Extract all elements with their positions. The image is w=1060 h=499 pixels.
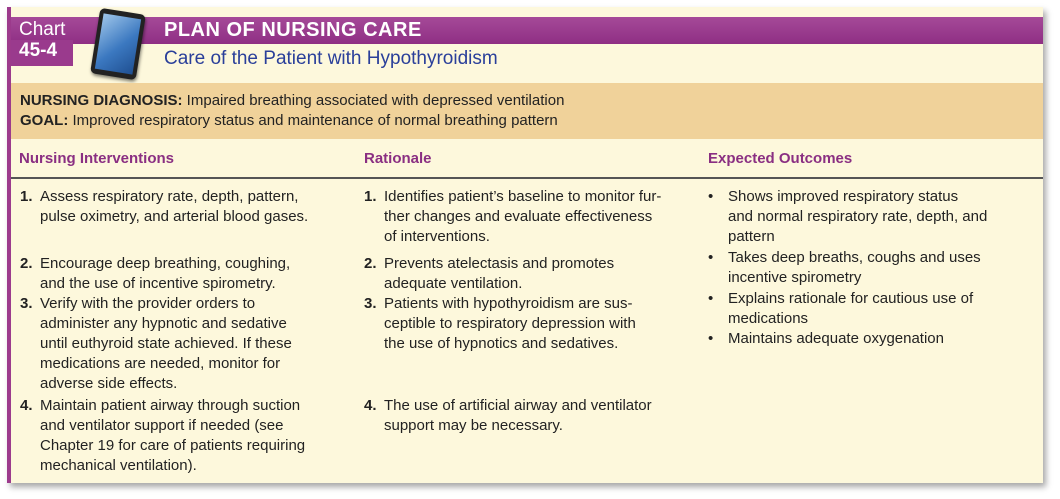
item-line: adequate ventilation. [384, 275, 523, 292]
intervention-item [20, 254, 350, 294]
item-line: Patients with hypothyroidism are sus- [384, 295, 633, 312]
item-line: medications are needed, monitor for [40, 355, 281, 372]
column-header-interventions: Nursing Interventions [19, 150, 175, 167]
intervention-item [20, 396, 355, 476]
item-line: Shows improved respiratory status [728, 188, 959, 205]
diagnosis-band [11, 83, 1043, 139]
item-number: 2. [20, 255, 33, 272]
rationale-item [364, 396, 699, 436]
item-line: Maintain patient airway through suction [40, 397, 301, 414]
item-line: and normal respiratory rate, depth, and [728, 208, 988, 225]
outcome-item [708, 187, 1038, 247]
item-line: and the use of incentive spirometry. [40, 275, 276, 292]
column-header-outcomes: Expected Outcomes [708, 150, 853, 167]
care-plan-card [7, 7, 1043, 483]
item-number: 1. [364, 188, 377, 205]
left-accent-bar [7, 7, 11, 483]
item-line: adverse side effects. [40, 375, 178, 392]
item-number: 2. [364, 255, 377, 272]
intervention-item [20, 294, 350, 394]
chart-label: Chart [19, 19, 66, 40]
bullet-icon: • [708, 188, 714, 205]
item-line: Takes deep breaths, coughs and uses [728, 249, 981, 266]
item-line: Identifies patient’s baseline to monitor fur- [384, 188, 662, 205]
intervention-item [20, 187, 350, 227]
tablet-screen [95, 13, 141, 74]
item-line: until euthyroid state achieved. If these [40, 335, 292, 352]
plan-subtitle: Care of the Patient with Hypothyroidism [164, 48, 498, 69]
bullet-icon: • [708, 290, 714, 307]
item-line: Prevents atelectasis and promotes [384, 255, 615, 272]
item-line: Verify with the provider orders to [40, 295, 256, 312]
item-line: pattern [728, 228, 775, 245]
item-line: Encourage deep breathing, coughing, [40, 255, 291, 272]
item-line: ther changes and evaluate effectiveness [384, 208, 653, 225]
bullet-icon: • [708, 249, 714, 266]
item-line: support may be necessary. [384, 417, 563, 434]
item-number: 3. [364, 295, 377, 312]
item-line: The use of artificial airway and ventilator [384, 397, 652, 414]
diagnosis-label: NURSING DIAGNOSIS: [20, 92, 183, 109]
item-line: incentive spirometry [728, 269, 862, 286]
diagnosis-text: Impaired breathing associated with depressed ventilation [182, 92, 565, 109]
bullet-icon: • [708, 330, 714, 347]
item-line: pulse oximetry, and arterial blood gases. [40, 208, 309, 225]
rationale-item [364, 254, 699, 294]
item-number: 4. [364, 397, 377, 414]
column-header-rationale: Rationale [364, 150, 432, 167]
item-line: Explains rationale for cautious use of [728, 290, 974, 307]
item-line: and ventilator support if needed (see [40, 417, 284, 434]
item-number: 1. [20, 188, 33, 205]
rationale-item [364, 294, 699, 354]
item-number: 4. [20, 397, 33, 414]
item-line: the use of hypnotics and sedatives. [384, 335, 619, 352]
outcome-item [708, 329, 1038, 349]
header-rule [11, 177, 1043, 179]
item-line: administer any hypnotic and sedative [40, 315, 287, 332]
header-band [7, 17, 1043, 44]
goal-text: Improved respiratory status and maintenance of normal breathing pattern [68, 112, 558, 129]
item-line: of interventions. [384, 228, 490, 245]
outcome-item [708, 289, 1038, 329]
goal-label: GOAL: [20, 112, 69, 129]
goal-line [20, 112, 558, 129]
item-line: medications [728, 310, 809, 327]
item-line: mechanical ventilation). [40, 457, 197, 474]
item-line: Assess respiratory rate, depth, pattern, [40, 188, 299, 205]
plan-title: PLAN OF NURSING CARE [164, 19, 422, 41]
item-line: ceptible to respiratory depression with [384, 315, 636, 332]
item-number: 3. [20, 295, 33, 312]
item-line: Chapter 19 for care of patients requiring [40, 437, 306, 454]
diagnosis-line [20, 92, 564, 109]
item-line: Maintains adequate oxygenation [728, 330, 944, 347]
outcome-item [708, 248, 1038, 288]
rationale-item [364, 187, 699, 247]
chart-number: 45-4 [19, 40, 58, 61]
